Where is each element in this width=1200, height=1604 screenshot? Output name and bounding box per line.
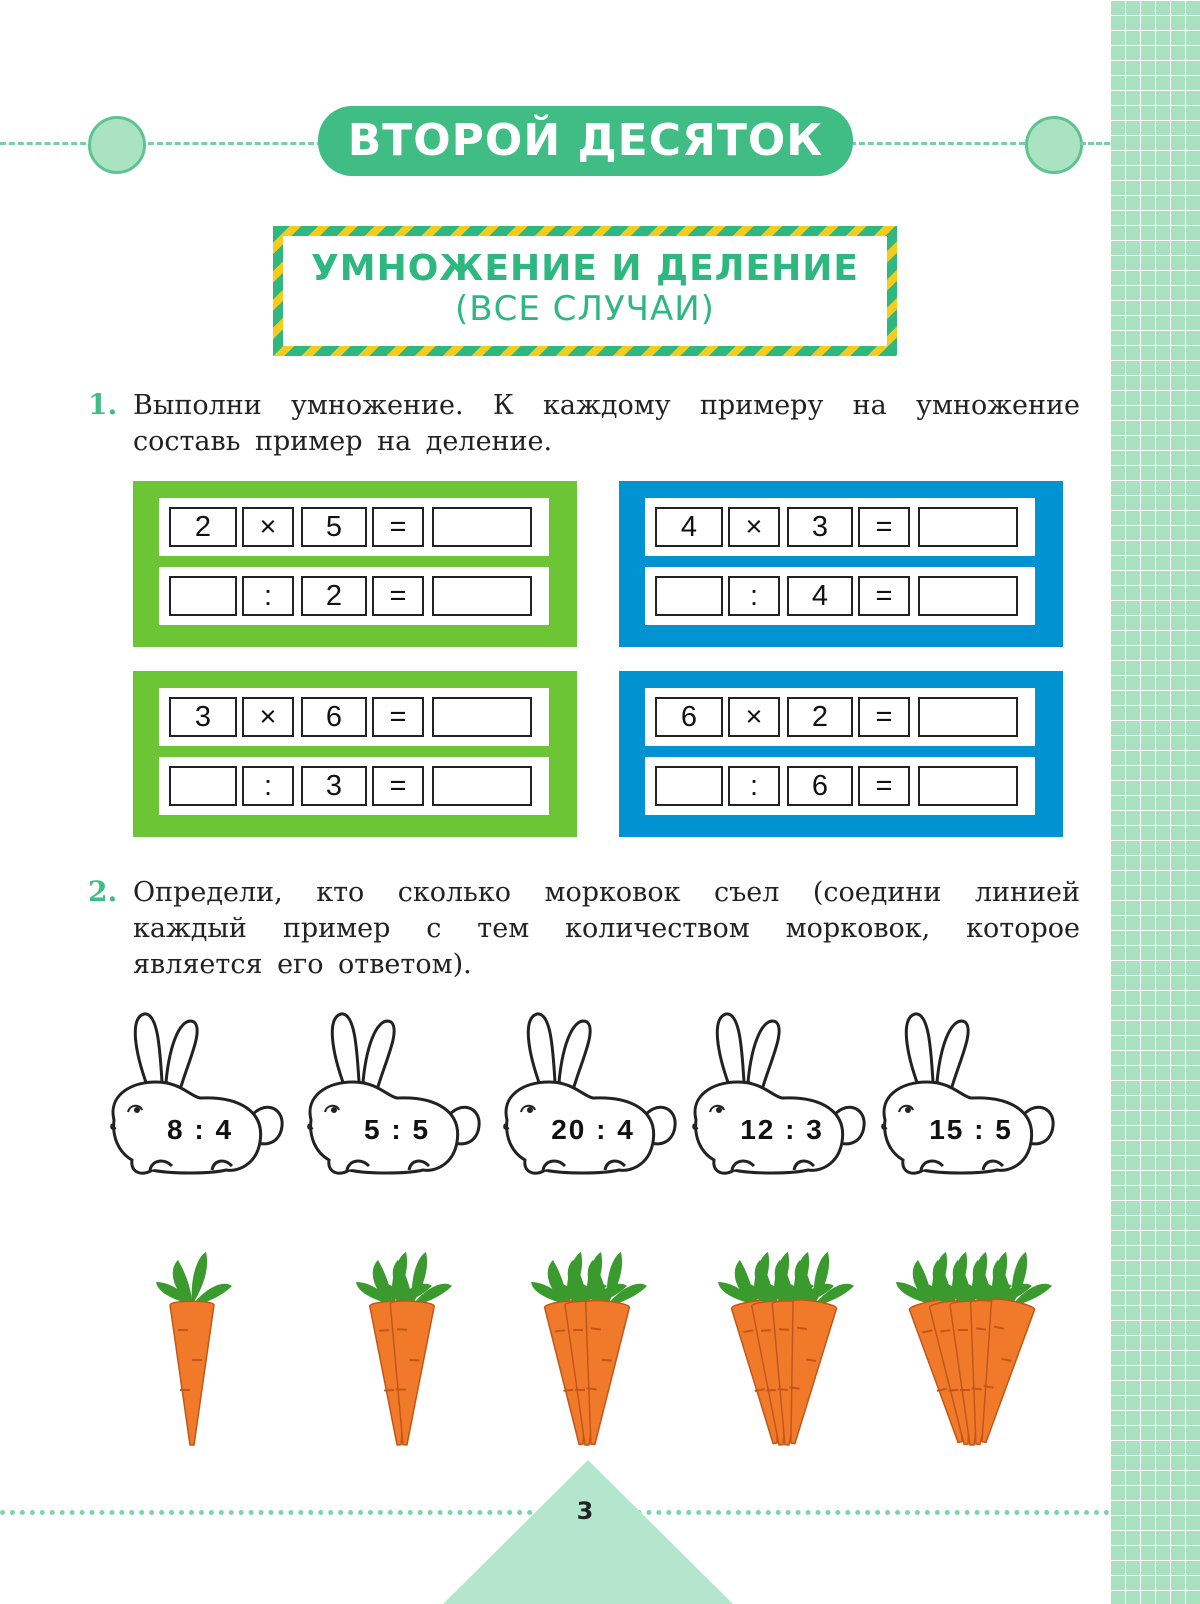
- answer-cell[interactable]: [169, 576, 237, 616]
- number-cell: 6: [655, 697, 723, 737]
- operator-cell: ×: [242, 697, 294, 737]
- operator-cell: =: [858, 507, 910, 547]
- division-row: [159, 567, 549, 625]
- carrot-icon: [525, 1250, 659, 1450]
- number-cell: 3: [301, 766, 367, 806]
- task2-text: Определи, кто сколько морковок съел (соедини линией каждый пример с тем количеством морковок, которое является его ответом).: [133, 877, 1080, 980]
- header-circle-right: [1025, 116, 1083, 174]
- operator-cell: ×: [242, 507, 294, 547]
- number-cell: 4: [787, 576, 853, 616]
- carrot-group[interactable]: [150, 1250, 220, 1450]
- rabbit-icon: [871, 1010, 1056, 1190]
- header-dash-left: [0, 142, 95, 145]
- carrot-icon: [350, 1250, 462, 1450]
- number-cell: 6: [301, 697, 367, 737]
- rabbit-example-label: 12 : 3: [740, 1114, 824, 1145]
- header-dash-right: [1080, 142, 1110, 145]
- number-cell: 2: [169, 507, 237, 547]
- carrot-icon: [890, 1250, 1068, 1450]
- rabbit-icon: [493, 1010, 678, 1190]
- number-cell: 2: [787, 697, 853, 737]
- rabbit-example[interactable]: [100, 1010, 285, 1190]
- answer-cell[interactable]: [432, 507, 532, 547]
- task2-number: 2.: [88, 875, 118, 908]
- rabbit-example-label: 15 : 5: [929, 1114, 1013, 1145]
- operator-cell: :: [728, 576, 780, 616]
- operator-cell: =: [372, 507, 424, 547]
- number-cell: 2: [301, 576, 367, 616]
- rabbit-example[interactable]: [871, 1010, 1056, 1190]
- rabbit-example[interactable]: [297, 1010, 482, 1190]
- division-row: [159, 757, 549, 815]
- multiplication-row: [645, 498, 1035, 556]
- multiplication-row: [159, 688, 549, 746]
- multiplication-row: [159, 498, 549, 556]
- answer-cell[interactable]: [655, 576, 723, 616]
- multiplication-row: [645, 688, 1035, 746]
- rabbit-icon: [100, 1010, 285, 1190]
- number-cell: 5: [301, 507, 367, 547]
- number-cell: 4: [655, 507, 723, 547]
- header-circle-left: [88, 116, 146, 174]
- rabbit-example[interactable]: [682, 1010, 867, 1190]
- topic-title: УМНОЖЕНИЕ И ДЕЛЕНИЕ: [310, 248, 859, 289]
- exercise-card: [619, 671, 1063, 837]
- operator-cell: =: [858, 697, 910, 737]
- answer-cell[interactable]: [918, 766, 1018, 806]
- operator-cell: =: [372, 766, 424, 806]
- chapter-title: ВТОРОЙ ДЕСЯТОК: [318, 106, 853, 176]
- topic-subtitle: (ВСЕ СЛУЧАИ): [455, 289, 715, 329]
- carrot-icon: [150, 1250, 240, 1450]
- carrot-group[interactable]: [525, 1250, 639, 1450]
- answer-cell[interactable]: [918, 507, 1018, 547]
- operator-cell: =: [858, 576, 910, 616]
- topic-frame: [273, 226, 897, 356]
- rabbit-icon: [297, 1010, 482, 1190]
- number-cell: 3: [169, 697, 237, 737]
- number-cell: 3: [787, 507, 853, 547]
- rabbit-example-label: 8 : 4: [166, 1114, 234, 1145]
- header-dash-left-inner: [148, 142, 323, 145]
- carrot-group[interactable]: [712, 1250, 848, 1450]
- answer-cell[interactable]: [432, 576, 532, 616]
- exercise-card: [619, 481, 1063, 647]
- topic-inner: [283, 236, 887, 346]
- rabbit-example-label: 5 : 5: [363, 1114, 431, 1145]
- operator-cell: :: [242, 766, 294, 806]
- carrot-group[interactable]: [890, 1250, 1048, 1450]
- grid-margin-strip: [1110, 0, 1200, 1604]
- operator-cell: ×: [728, 697, 780, 737]
- operator-cell: :: [242, 576, 294, 616]
- answer-cell[interactable]: [169, 766, 237, 806]
- answer-cell[interactable]: [432, 697, 532, 737]
- division-row: [645, 757, 1035, 815]
- operator-cell: ×: [728, 507, 780, 547]
- rabbit-example-label: 20 : 4: [551, 1114, 635, 1145]
- task1-number: 1.: [88, 388, 118, 421]
- task1-text: Выполни умножение. К каждому примеру на умножение составь пример на деление.: [133, 390, 1080, 457]
- operator-cell: =: [372, 576, 424, 616]
- operator-cell: :: [728, 766, 780, 806]
- answer-cell[interactable]: [655, 766, 723, 806]
- footer-triangle: [443, 1460, 733, 1604]
- answer-cell[interactable]: [918, 697, 1018, 737]
- rabbit-icon: [682, 1010, 867, 1190]
- answer-cell[interactable]: [432, 766, 532, 806]
- carrot-group[interactable]: [350, 1250, 442, 1450]
- exercise-card: [133, 671, 577, 837]
- division-row: [645, 567, 1035, 625]
- answer-cell[interactable]: [918, 576, 1018, 616]
- rabbit-example[interactable]: [493, 1010, 678, 1190]
- operator-cell: =: [372, 697, 424, 737]
- exercise-card: [133, 481, 577, 647]
- header-dash-right-inner: [850, 142, 1025, 145]
- operator-cell: =: [858, 766, 910, 806]
- carrot-icon: [712, 1250, 868, 1450]
- page-number: 3: [576, 1497, 594, 1525]
- number-cell: 6: [787, 766, 853, 806]
